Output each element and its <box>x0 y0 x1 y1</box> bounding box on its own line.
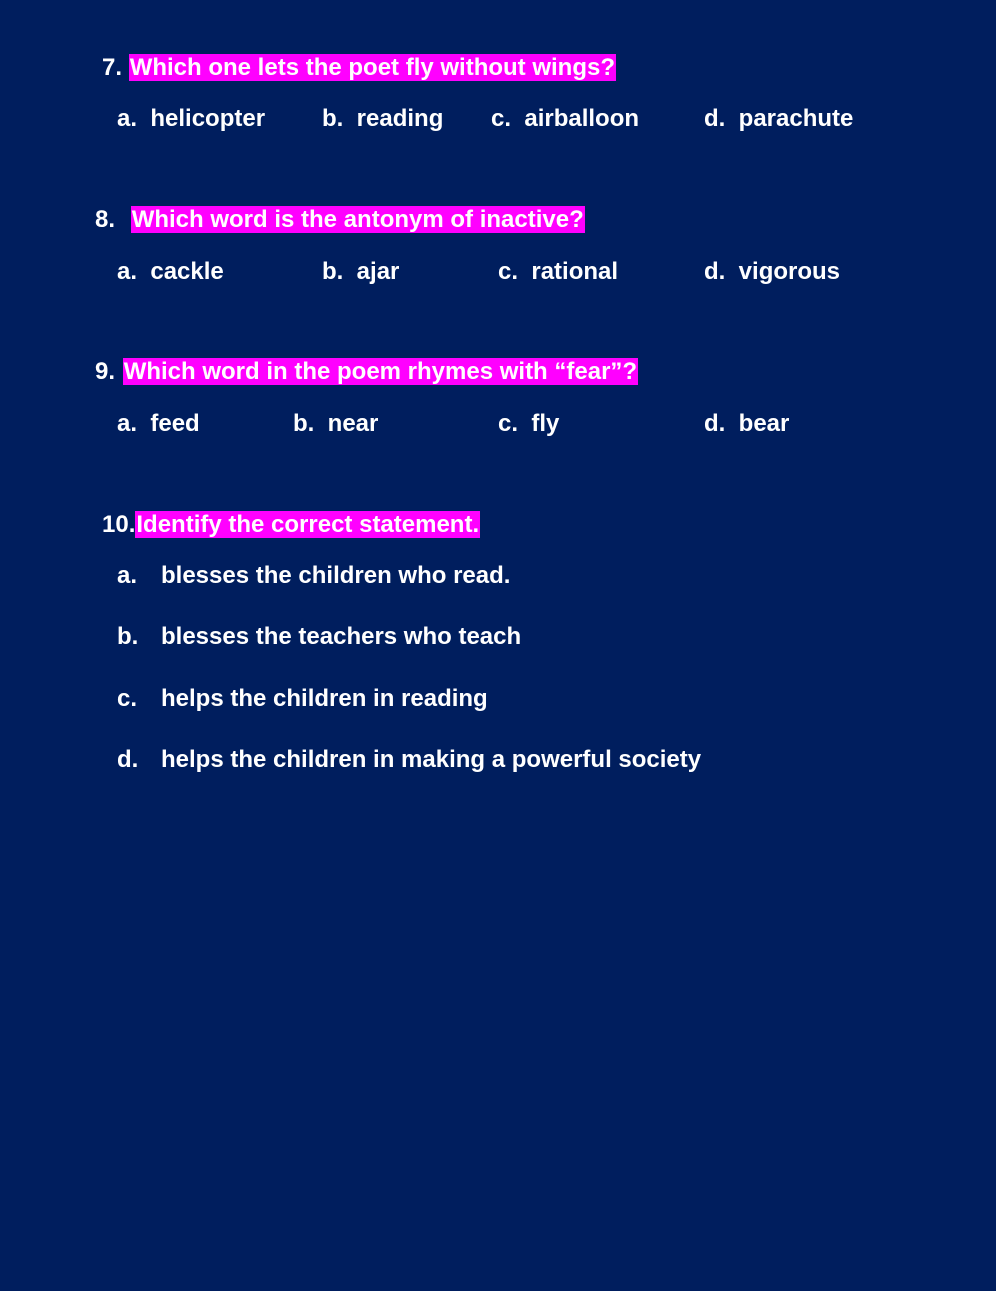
option-label: d. <box>704 410 726 437</box>
option-10b[interactable] <box>117 622 521 651</box>
question-8 <box>95 205 585 234</box>
option-8b[interactable] <box>322 257 399 286</box>
option-7b[interactable] <box>322 104 443 133</box>
question-number: 9. <box>95 358 116 385</box>
option-label: c. <box>491 105 512 132</box>
question-text: Which word in the poem rhymes with “fear”? <box>123 358 638 385</box>
question-number: 7. <box>102 54 123 81</box>
option-9b[interactable] <box>293 409 378 438</box>
question-10 <box>102 510 480 539</box>
option-text: bear <box>738 410 790 437</box>
option-label: c. <box>498 410 519 437</box>
option-8c[interactable] <box>498 257 618 286</box>
option-label: b. <box>322 258 344 285</box>
option-label: a. <box>117 410 138 437</box>
option-text: blesses the children who read. <box>161 562 511 589</box>
option-text: feed <box>150 410 200 437</box>
option-text: rational <box>531 258 619 285</box>
option-text: blesses the teachers who teach <box>161 623 522 650</box>
option-text: helps the children in making a powerful society <box>161 746 702 773</box>
option-10a[interactable] <box>117 561 510 590</box>
option-text: airballoon <box>524 105 640 132</box>
option-text: ajar <box>356 258 400 285</box>
option-label: a. <box>117 562 138 589</box>
option-text: vigorous <box>738 258 841 285</box>
question-9 <box>95 357 638 386</box>
question-text: Which one lets the poet fly without wings? <box>129 54 616 81</box>
option-7a[interactable] <box>117 104 265 133</box>
option-8d[interactable] <box>704 257 840 286</box>
option-8a[interactable] <box>117 257 224 286</box>
option-10c[interactable] <box>117 684 488 713</box>
option-label: b. <box>322 105 344 132</box>
question-text: Identify the correct statement. <box>136 511 480 538</box>
option-text: near <box>327 410 379 437</box>
option-label: d. <box>704 105 726 132</box>
option-label: c. <box>498 258 519 285</box>
option-text: helicopter <box>150 105 266 132</box>
option-text: cackle <box>150 258 224 285</box>
question-text: Which word is the antonym of inactive? <box>131 206 584 233</box>
option-label: a. <box>117 105 138 132</box>
option-label: d. <box>704 258 726 285</box>
option-9a[interactable] <box>117 409 200 438</box>
option-9d[interactable] <box>704 409 789 438</box>
option-text: parachute <box>738 105 854 132</box>
option-text: fly <box>531 410 560 437</box>
option-7d[interactable] <box>704 104 853 133</box>
option-text: reading <box>356 105 444 132</box>
option-label: c. <box>117 685 138 712</box>
option-label: a. <box>117 258 138 285</box>
option-label: d. <box>117 746 139 773</box>
option-text: helps the children in reading <box>161 685 488 712</box>
option-9c[interactable] <box>498 409 559 438</box>
option-label: b. <box>293 410 315 437</box>
question-number: 10. <box>102 511 136 538</box>
question-7 <box>102 53 616 82</box>
option-7c[interactable] <box>491 104 639 133</box>
question-number: 8. <box>95 206 116 233</box>
option-label: b. <box>117 623 139 650</box>
option-10d[interactable] <box>117 745 701 774</box>
